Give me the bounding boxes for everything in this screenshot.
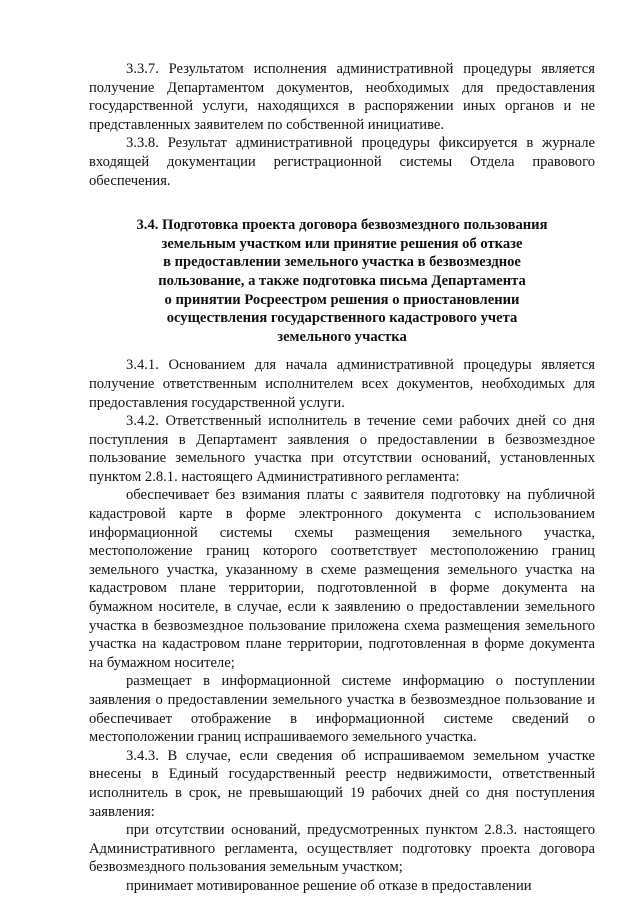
paragraph-3-4-3: 3.4.3. В случае, если сведения об испрашиваемом земельном участке внесены в Единый государственный реестр недвижимости, ответственный исполнитель в срок, не превышающий 19 рабочих дней со дня поступления заявления:	[89, 747, 595, 820]
section-heading-line: о принятии Росреестром решения о приостановлении	[164, 291, 520, 308]
paragraph-3-4-2-item-2: размещает в информационной системе информацию о поступлении заявления о предоставлении земельного участка в безвозмездное пользование и обеспечивает отображение в информационной системе сведений о местоположении границ испрашиваемого земельного участка.	[89, 673, 595, 746]
section-heading-line: земельного участка	[277, 328, 407, 345]
paragraph-3-4-2-item-1: обеспечивает без взимания платы с заявителя подготовку на публичной кадастровой карте в форме электронного документа с использованием информационной системы схемы размещения земельного участка, местоположение границ которого соответствует местоположению границ земельного участка, указанному в схеме размещения земельного участка на кадастровом плане территории, подготовленной в форме документа на бумажном носителе, в случае, если к заявлению о предоставлении земельного участка в безвозмездное пользование приложена схема размещения земельного участка на кадастровом плане территории, подготовленная в форме документа на бумажном носителе;	[89, 487, 595, 671]
section-heading-line: 3.4. Подготовка проекта договора безвозмездного пользования	[136, 217, 548, 234]
section-heading-line: пользование, а также подготовка письма Департамента	[158, 272, 526, 289]
paragraph-3-4-2: 3.4.2. Ответственный исполнитель в течение семи рабочих дней со дня поступления в Департамент заявления о предоставлении в безвозмездное пользование земельного участка при отсутствии оснований, установленных пунктом 2.8.1. настоящего Административного регламента:	[89, 413, 595, 485]
section-heading-line: осуществления государственного кадастрового учета	[166, 310, 518, 327]
section-heading-3-4	[89, 216, 595, 346]
paragraph-3-4-3-item-2: принимает мотивированное решение об отказе в предоставлении	[126, 877, 532, 894]
section-heading-line: земельным участком или принятие решения об отказе	[161, 235, 523, 252]
paragraph-3-4-1: 3.4.1. Основанием для начала административной процедуры является получение ответственным исполнителем всех документов, необходимых для предоставления государственной услуги.	[89, 357, 595, 411]
paragraph-3-4-3-item-1: при отсутствии оснований, предусмотренных пунктом 2.8.3. настоящего Административного регламента, осуществляет подготовку проекта договора безвозмездного пользования земельным участком;	[89, 822, 595, 876]
paragraph-3-3-7: 3.3.7. Результатом исполнения административной процедуры является получение Департаментом документов, необходимых для предоставления государственной услуги, находящихся в распоряжении иных органов и не представленных заявителем по собственной инициативе.	[89, 61, 595, 133]
section-heading-line: в предоставлении земельного участка в безвозмездное	[163, 254, 521, 271]
document-body	[89, 60, 595, 896]
paragraph-3-3-8: 3.3.8. Результат административной процедуры фиксируется в журнале входящей документации регистрационной системы Отдела правового обеспечения.	[89, 135, 595, 189]
